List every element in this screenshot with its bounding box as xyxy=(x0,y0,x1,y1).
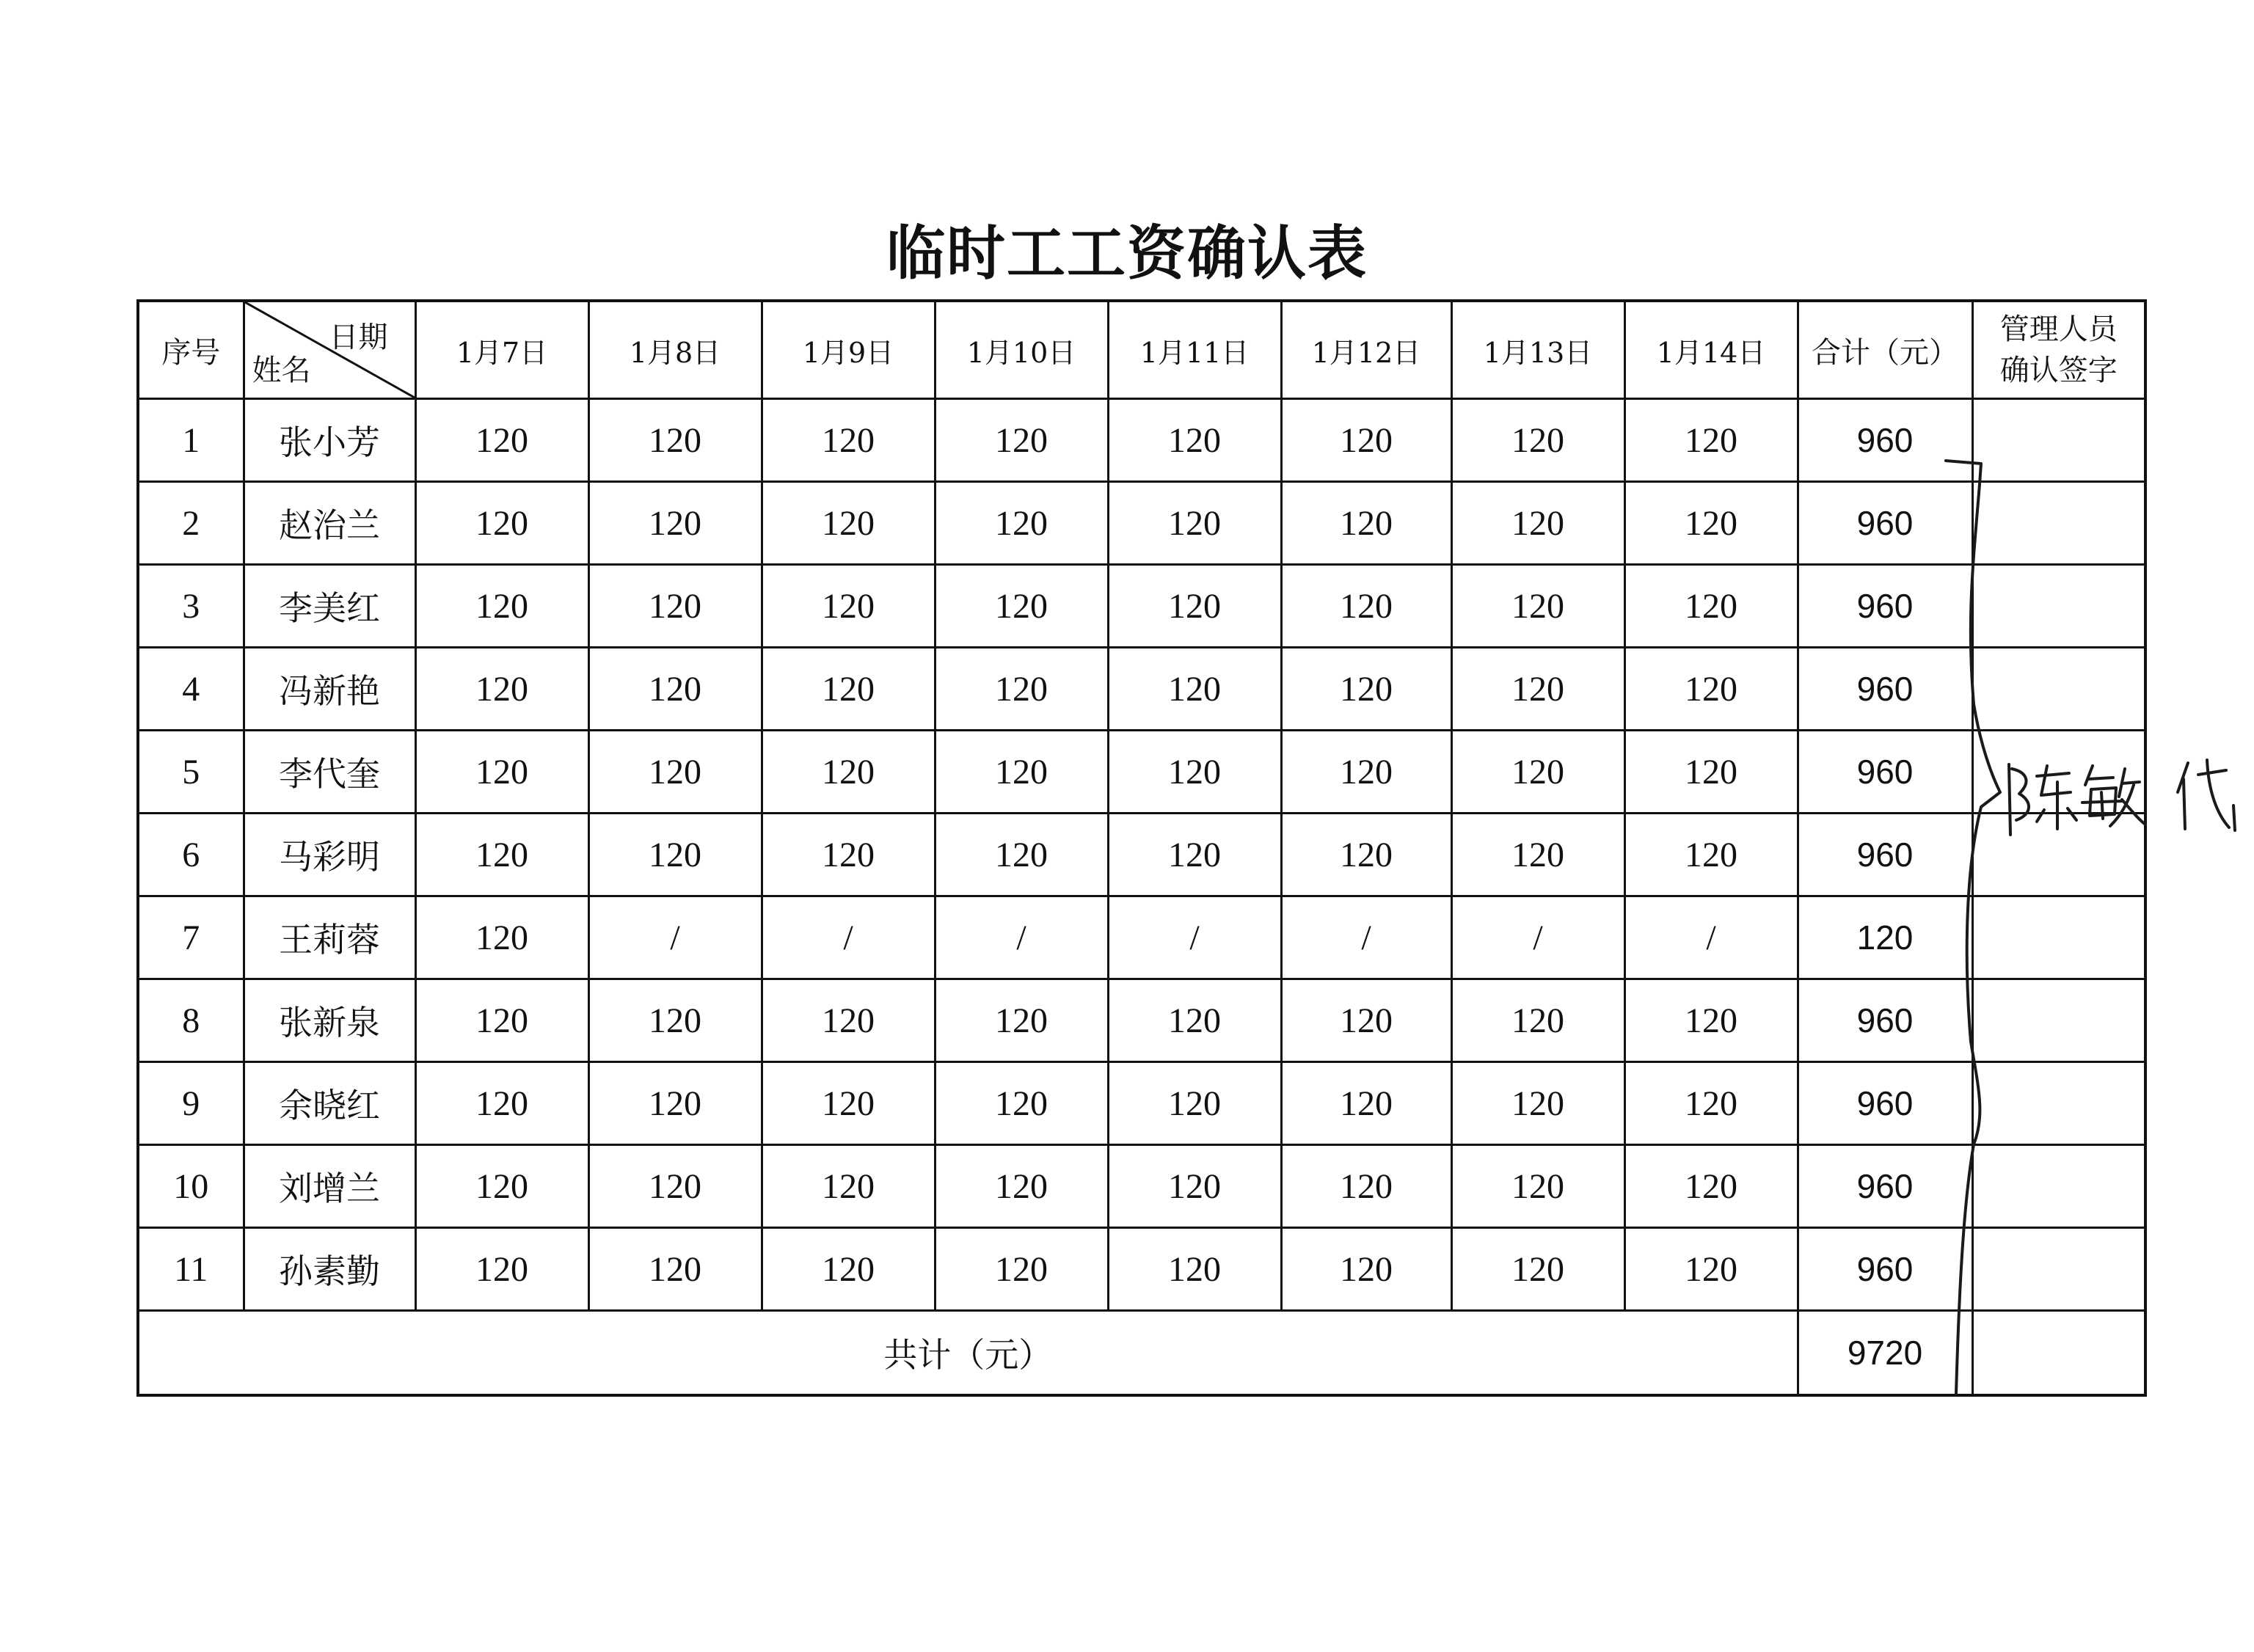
row-wage: 120 xyxy=(1624,482,1798,565)
row-wage: 120 xyxy=(762,399,935,482)
row-name: 刘增兰 xyxy=(244,1145,415,1228)
row-wage: 120 xyxy=(935,1062,1108,1145)
row-name: 李代奎 xyxy=(244,731,415,814)
row-wage: 120 xyxy=(415,482,588,565)
row-wage: 120 xyxy=(415,565,588,648)
table-row xyxy=(138,896,2145,979)
row-wage: 120 xyxy=(415,399,588,482)
row-wage: 120 xyxy=(762,565,935,648)
row-wage: 120 xyxy=(1108,1145,1281,1228)
row-wage: 120 xyxy=(1281,814,1451,896)
row-wage: 120 xyxy=(588,731,762,814)
row-total: 960 xyxy=(1798,1145,1972,1228)
row-seq: 10 xyxy=(138,1145,244,1228)
row-signature-cell xyxy=(1972,1062,2145,1145)
row-wage: 120 xyxy=(935,979,1108,1062)
row-signature-cell xyxy=(1972,731,2145,814)
row-wage: 120 xyxy=(1624,565,1798,648)
row-wage: / xyxy=(1108,896,1281,979)
row-wage: 120 xyxy=(1451,399,1624,482)
table-row xyxy=(138,648,2145,731)
row-name: 马彩明 xyxy=(244,814,415,896)
row-wage: 120 xyxy=(1281,1228,1451,1311)
row-wage: 120 xyxy=(1108,482,1281,565)
row-wage: 120 xyxy=(588,482,762,565)
row-seq: 2 xyxy=(138,482,244,565)
row-wage: 120 xyxy=(588,814,762,896)
row-wage: 120 xyxy=(1624,399,1798,482)
row-total: 960 xyxy=(1798,1062,1972,1145)
row-wage: 120 xyxy=(935,1145,1108,1228)
header-date: 1月7日 xyxy=(415,301,588,399)
row-wage: 120 xyxy=(415,1228,588,1311)
row-wage: 120 xyxy=(1281,648,1451,731)
header-signature-line1: 管理人员 xyxy=(1999,313,2118,346)
page-title: 临时工工资确认表 xyxy=(886,219,1368,288)
row-seq: 3 xyxy=(138,565,244,648)
row-wage: 120 xyxy=(1624,1228,1798,1311)
row-wage: 120 xyxy=(1451,482,1624,565)
row-wage: 120 xyxy=(762,979,935,1062)
row-wage: 120 xyxy=(1451,731,1624,814)
row-wage: 120 xyxy=(935,565,1108,648)
row-wage: 120 xyxy=(1451,1145,1624,1228)
row-wage: 120 xyxy=(1281,1145,1451,1228)
row-signature-cell xyxy=(1972,1228,2145,1311)
row-wage: 120 xyxy=(935,731,1108,814)
row-wage: 120 xyxy=(935,399,1108,482)
row-wage: 120 xyxy=(1108,399,1281,482)
row-total: 120 xyxy=(1798,896,1972,979)
row-wage: 120 xyxy=(762,1145,935,1228)
header-date: 1月14日 xyxy=(1624,301,1798,399)
summary-total: 9720 xyxy=(1798,1311,1972,1396)
row-wage: / xyxy=(1451,896,1624,979)
row-wage: 120 xyxy=(762,731,935,814)
table-row xyxy=(138,1062,2145,1145)
header-diagonal-cell xyxy=(244,301,415,399)
row-wage: 120 xyxy=(588,399,762,482)
header-date-label: 日期 xyxy=(329,321,388,354)
row-total: 960 xyxy=(1798,399,1972,482)
row-wage: 120 xyxy=(1108,565,1281,648)
row-wage: 120 xyxy=(415,731,588,814)
row-wage: 120 xyxy=(1451,648,1624,731)
table-row xyxy=(138,979,2145,1062)
row-wage: 120 xyxy=(1451,565,1624,648)
row-signature-cell xyxy=(1972,979,2145,1062)
row-wage: 120 xyxy=(1451,1062,1624,1145)
row-wage: 120 xyxy=(588,648,762,731)
row-name: 余晓红 xyxy=(244,1062,415,1145)
row-wage: 120 xyxy=(1108,648,1281,731)
row-total: 960 xyxy=(1798,979,1972,1062)
row-wage: 120 xyxy=(588,1062,762,1145)
row-wage: 120 xyxy=(415,648,588,731)
table-row xyxy=(138,1145,2145,1228)
row-wage: 120 xyxy=(1624,648,1798,731)
row-name: 冯新艳 xyxy=(244,648,415,731)
row-wage: 120 xyxy=(1281,1062,1451,1145)
row-signature-cell xyxy=(1972,565,2145,648)
row-wage: / xyxy=(762,896,935,979)
row-wage: 120 xyxy=(1451,1228,1624,1311)
row-total: 960 xyxy=(1798,1228,1972,1311)
row-total: 960 xyxy=(1798,648,1972,731)
row-wage: 120 xyxy=(762,814,935,896)
row-seq: 1 xyxy=(138,399,244,482)
row-wage: / xyxy=(1281,896,1451,979)
row-wage: 120 xyxy=(1108,1062,1281,1145)
row-wage: 120 xyxy=(762,648,935,731)
row-wage: 120 xyxy=(588,979,762,1062)
row-wage: 120 xyxy=(1108,814,1281,896)
header-total: 合计（元） xyxy=(1798,301,1972,399)
row-wage: 120 xyxy=(415,814,588,896)
row-seq: 8 xyxy=(138,979,244,1062)
row-wage: 120 xyxy=(935,1228,1108,1311)
row-signature-cell xyxy=(1972,482,2145,565)
row-wage: 120 xyxy=(1281,731,1451,814)
table-row xyxy=(138,565,2145,648)
header-name-label: 姓名 xyxy=(252,354,311,387)
row-seq: 7 xyxy=(138,896,244,979)
row-wage: 120 xyxy=(1108,1228,1281,1311)
row-wage: 120 xyxy=(1624,1062,1798,1145)
row-signature-cell xyxy=(1972,814,2145,896)
row-wage: 120 xyxy=(415,896,588,979)
row-wage: 120 xyxy=(762,1062,935,1145)
row-wage: 120 xyxy=(1281,482,1451,565)
row-name: 张小芳 xyxy=(244,399,415,482)
table-row xyxy=(138,814,2145,896)
table-row xyxy=(138,1228,2145,1311)
row-total: 960 xyxy=(1798,565,1972,648)
header-date: 1月11日 xyxy=(1108,301,1281,399)
row-wage: 120 xyxy=(415,1145,588,1228)
row-wage: 120 xyxy=(1624,814,1798,896)
summary-signature-cell xyxy=(1972,1311,2145,1396)
row-wage: / xyxy=(588,896,762,979)
row-signature-cell xyxy=(1972,648,2145,731)
row-total: 960 xyxy=(1798,814,1972,896)
row-wage: 120 xyxy=(1624,979,1798,1062)
summary-row xyxy=(138,1311,2145,1396)
row-name: 赵治兰 xyxy=(244,482,415,565)
row-wage: / xyxy=(935,896,1108,979)
header-date: 1月8日 xyxy=(588,301,762,399)
row-wage: 120 xyxy=(1281,565,1451,648)
row-wage: 120 xyxy=(1451,814,1624,896)
table-header-row xyxy=(138,301,2145,399)
row-signature-cell xyxy=(1972,896,2145,979)
row-wage: 120 xyxy=(588,1145,762,1228)
row-wage: 120 xyxy=(1451,979,1624,1062)
row-wage: 120 xyxy=(415,1062,588,1145)
row-signature-cell xyxy=(1972,1145,2145,1228)
row-name: 张新泉 xyxy=(244,979,415,1062)
header-date: 1月13日 xyxy=(1451,301,1624,399)
header-seq: 序号 xyxy=(138,301,244,399)
row-wage: 120 xyxy=(1281,979,1451,1062)
table-row xyxy=(138,482,2145,565)
row-name: 孙素勤 xyxy=(244,1228,415,1311)
row-total: 960 xyxy=(1798,482,1972,565)
row-total: 960 xyxy=(1798,731,1972,814)
summary-label: 共计（元） xyxy=(138,1311,1798,1396)
table-row xyxy=(138,399,2145,482)
row-seq: 6 xyxy=(138,814,244,896)
row-seq: 9 xyxy=(138,1062,244,1145)
row-wage: 120 xyxy=(1108,979,1281,1062)
row-name: 王莉蓉 xyxy=(244,896,415,979)
header-signature xyxy=(1972,301,2145,399)
wage-table xyxy=(136,299,2147,1397)
row-wage: 120 xyxy=(1624,1145,1798,1228)
header-date: 1月12日 xyxy=(1281,301,1451,399)
row-wage: 120 xyxy=(588,1228,762,1311)
header-date: 1月10日 xyxy=(935,301,1108,399)
row-wage: 120 xyxy=(588,565,762,648)
row-seq: 4 xyxy=(138,648,244,731)
row-wage: 120 xyxy=(762,482,935,565)
header-date: 1月9日 xyxy=(762,301,935,399)
row-wage: 120 xyxy=(762,1228,935,1311)
row-wage: 120 xyxy=(415,979,588,1062)
row-wage: 120 xyxy=(1624,731,1798,814)
row-seq: 11 xyxy=(138,1228,244,1311)
row-wage: 120 xyxy=(935,482,1108,565)
row-wage: / xyxy=(1624,896,1798,979)
row-wage: 120 xyxy=(935,648,1108,731)
header-signature-line2: 确认签字 xyxy=(1999,354,2118,387)
row-wage: 120 xyxy=(935,814,1108,896)
row-wage: 120 xyxy=(1108,731,1281,814)
row-seq: 5 xyxy=(138,731,244,814)
row-wage: 120 xyxy=(1281,399,1451,482)
table-row xyxy=(138,731,2145,814)
row-signature-cell xyxy=(1972,399,2145,482)
row-name: 李美红 xyxy=(244,565,415,648)
